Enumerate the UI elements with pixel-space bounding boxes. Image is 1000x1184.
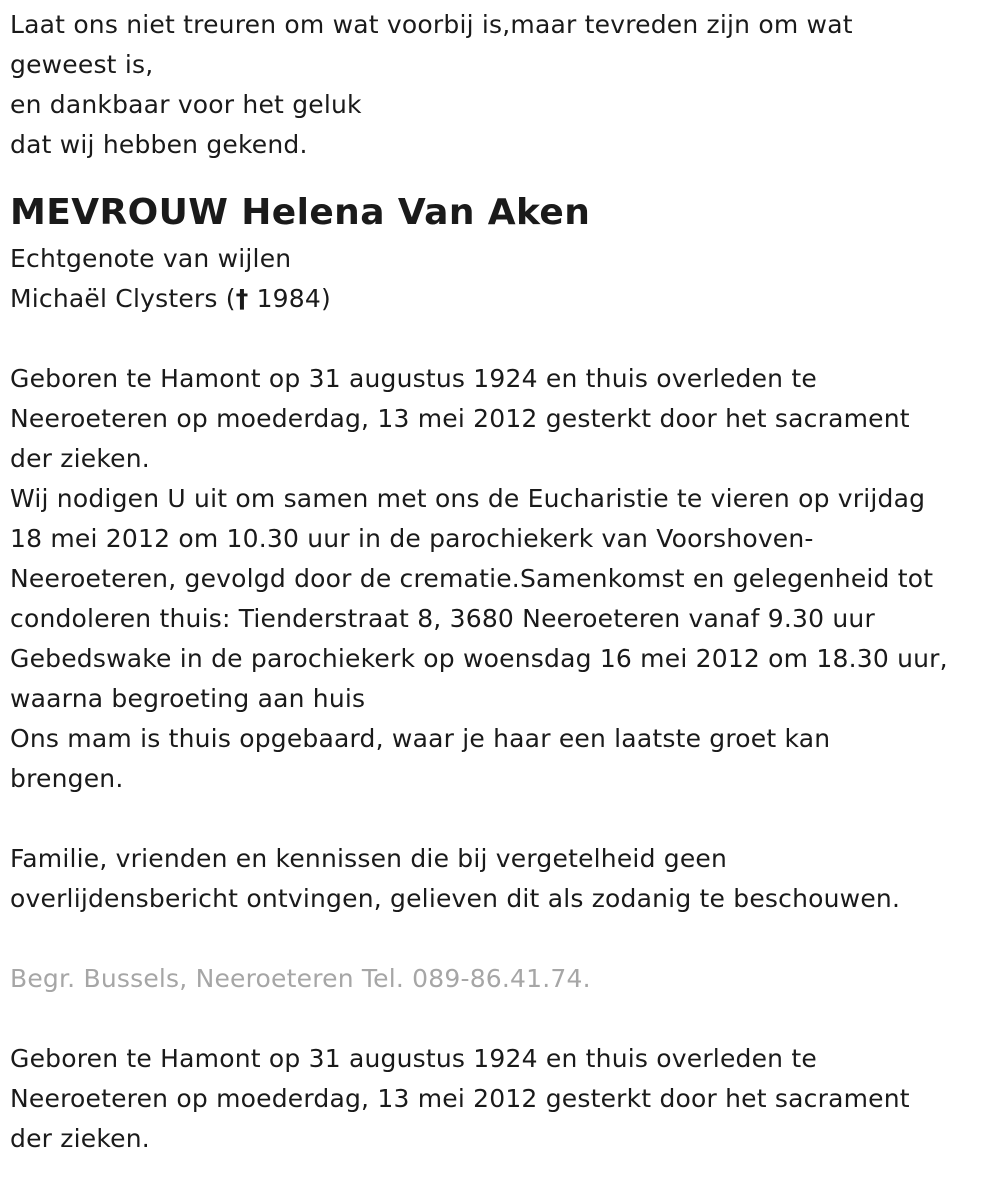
spouse-name-line <box>10 279 990 319</box>
spacer <box>10 919 990 959</box>
deceased-title: MEVROUW Helena Van Aken <box>10 192 591 233</box>
notice <box>10 839 990 919</box>
poem-line: Laat ons niet treuren om wat voorbij is,maar tevreden zijn om wat <box>10 10 853 39</box>
notice-line: Familie, vrienden en kennissen die bij vergetelheid geen <box>10 844 728 873</box>
announcement-line: Neeroeteren op moederdag, 13 mei 2012 gesterkt door het sacrament <box>10 404 910 433</box>
spacer <box>10 799 990 839</box>
poem-line: en dankbaar voor het geluk <box>10 90 362 119</box>
announcement-line: Ons mam is thuis opgebaard, waar je haar een laatste groet kan <box>10 724 831 753</box>
poem-line: geweest is, <box>10 50 154 79</box>
notice-line: overlijdensbericht ontvingen, gelieven dit als zodanig te beschouwen. <box>10 884 901 913</box>
undertaker <box>10 959 990 999</box>
cross-icon: † <box>235 284 249 313</box>
announcement-repeat <box>10 1039 990 1159</box>
spacer <box>10 319 990 359</box>
undertaker-text: Begr. Bussels, Neeroeteren Tel. 089-86.41.74. <box>10 964 591 993</box>
poem-line: dat wij hebben gekend. <box>10 130 308 159</box>
poem <box>10 5 990 165</box>
repeat-line: Neeroeteren op moederdag, 13 mei 2012 gesterkt door het sacrament <box>10 1084 910 1113</box>
announcement-line: brengen. <box>10 764 124 793</box>
announcement <box>10 359 990 799</box>
repeat-line: der zieken. <box>10 1124 150 1153</box>
announcement-line: 18 mei 2012 om 10.30 uur in de parochiekerk van Voorshoven- <box>10 524 814 553</box>
spacer <box>10 999 990 1039</box>
spouse-name: Michaël Clysters ( <box>10 284 236 313</box>
announcement-line: Wij nodigen U uit om samen met ons de Eucharistie te vieren op vrijdag <box>10 484 926 513</box>
announcement-line: der zieken. <box>10 444 150 473</box>
spacer <box>10 165 990 187</box>
spouse-line: Echtgenote van wijlen <box>10 244 292 273</box>
announcement-line: waarna begroeting aan huis <box>10 684 366 713</box>
announcement-line: Geboren te Hamont op 31 augustus 1924 en thuis overleden te <box>10 364 817 393</box>
spouse-year: 1984) <box>256 284 331 313</box>
announcement-line: Neeroeteren, gevolgd door de crematie.Samenkomst en gelegenheid tot <box>10 564 934 593</box>
repeat-line: Geboren te Hamont op 31 augustus 1924 en thuis overleden te <box>10 1044 817 1073</box>
announcement-line: condoleren thuis: Tienderstraat 8, 3680 Neeroeteren vanaf 9.30 uur <box>10 604 875 633</box>
spouse-info <box>10 239 990 319</box>
announcement-line: Gebedswake in de parochiekerk op woensdag 16 mei 2012 om 18.30 uur, <box>10 644 948 673</box>
